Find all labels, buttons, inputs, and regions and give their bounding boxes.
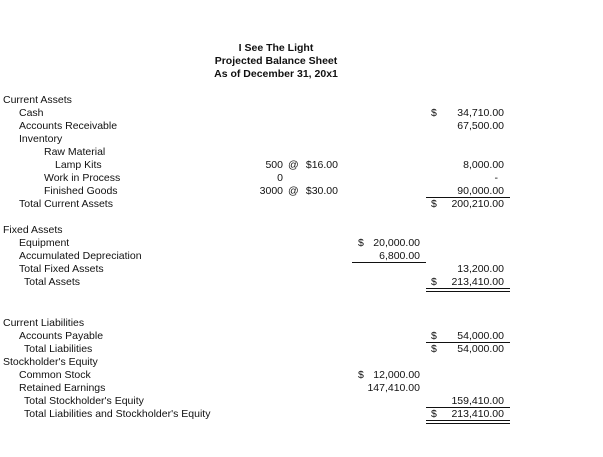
equipment-dollar: $ [358,237,364,249]
wip-amount: - [494,172,498,184]
retained-earnings-label: Retained Earnings [19,382,106,394]
wip-qty: 0 [277,172,283,184]
total-equity-label: Total Stockholder's Equity [24,395,144,407]
total-le-amount: 213,410.00 [451,408,504,420]
total-assets-double-rule [426,288,510,292]
cash-dollar: $ [431,107,437,119]
total-assets-amount: 213,410.00 [451,276,504,288]
total-equity-amount: 159,410.00 [451,395,504,407]
finished-goods-price: $30.00 [305,185,338,197]
common-stock-label: Common Stock [19,369,91,381]
equipment-amount: 20,000.00 [373,237,420,249]
lamp-kits-label: Lamp Kits [55,159,102,171]
total-le-double-rule [426,420,510,424]
retained-earnings-amount: 147,410.00 [367,382,420,394]
report-date: As of December 31, 20x1 [214,68,338,80]
inventory-label: Inventory [19,133,63,145]
total-le-label: Total Liabilities and Stockholder's Equity [24,408,211,420]
ar-label: Accounts Receivable [19,120,118,132]
total-assets-label: Total Assets [24,276,81,288]
total-liabilities-amount: 54,000.00 [457,343,504,355]
total-le-dollar: $ [431,408,437,420]
lamp-kits-qty: 500 [265,159,283,171]
ap-amount: 54,000.00 [457,330,504,342]
ar-amount: 67,500.00 [457,120,504,132]
finished-goods-qty: 3000 [259,185,283,197]
lamp-kits-at: @ [288,159,299,171]
cash-label: Cash [19,107,44,119]
current-assets-heading: Current Assets [3,94,72,106]
common-stock-dollar: $ [358,369,364,381]
depreciation-label: Accumulated Depreciation [19,250,142,262]
total-fixed-assets-amount: 13,200.00 [457,263,504,275]
equipment-label: Equipment [19,237,70,249]
raw-material-label: Raw Material [44,146,106,158]
depreciation-amount: 6,800.00 [379,250,420,262]
total-current-assets-label: Total Current Assets [19,198,113,210]
lamp-kits-price: $16.00 [305,159,338,171]
fixed-assets-heading: Fixed Assets [3,224,63,236]
ap-label: Accounts Payable [19,330,104,342]
common-stock-amount: 12,000.00 [373,369,420,381]
lamp-kits-amount: 8,000.00 [463,159,504,171]
cash-amount: 34,710.00 [457,107,504,119]
ap-dollar: $ [431,330,437,342]
fixed-subtotal-rule [352,262,426,263]
report-title: Projected Balance Sheet [214,55,338,67]
total-current-assets-dollar: $ [431,198,437,210]
total-liabilities-label: Total Liabilities [24,343,93,355]
finished-goods-at: @ [288,185,299,197]
wip-label: Work in Process [44,172,121,184]
total-fixed-assets-label: Total Fixed Assets [19,263,104,275]
total-liabilities-dollar: $ [431,343,437,355]
current-liabilities-heading: Current Liabilities [3,317,85,329]
finished-goods-amount: 90,000.00 [457,185,504,197]
equity-heading: Stockholder's Equity [3,356,98,368]
total-current-assets-amount: 200,210.00 [451,198,504,210]
total-assets-dollar: $ [431,276,437,288]
company-name: I See The Light [238,42,314,54]
finished-goods-label: Finished Goods [44,185,118,197]
